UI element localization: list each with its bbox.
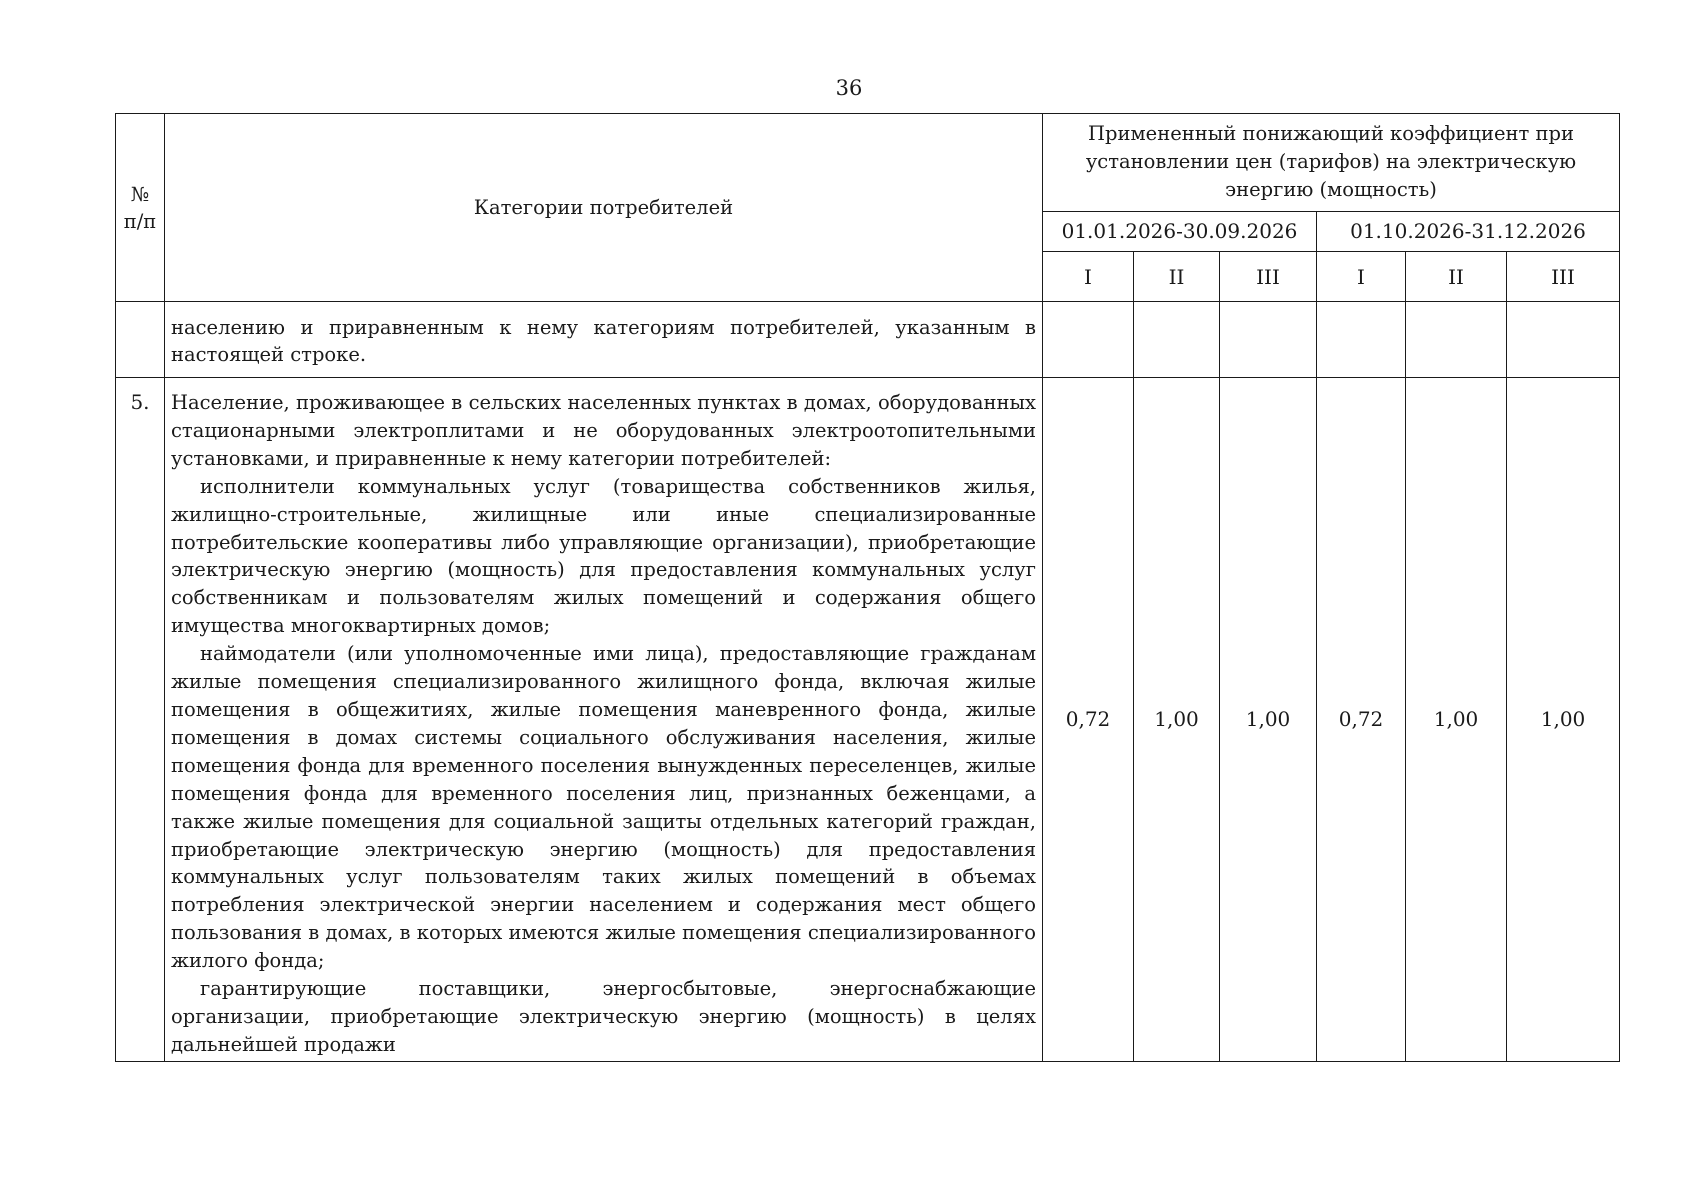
value-cell <box>1406 302 1507 378</box>
row-number <box>116 302 165 378</box>
header-row-1 <box>116 114 1620 212</box>
value-cell: 1,00 <box>1220 378 1317 1062</box>
table-row <box>116 378 1620 1062</box>
value-cell <box>1317 302 1406 378</box>
header-category: Категории потребителей <box>165 114 1043 302</box>
header-period-1: 01.01.2026-30.09.2026 <box>1043 211 1317 252</box>
header-sub-col: III <box>1507 252 1620 302</box>
header-num-sign: № <box>130 182 150 206</box>
header-sub-col: II <box>1134 252 1220 302</box>
category-paragraph: населению и приравненным к нему категориям потребителей, указанным в настоящей строке. <box>171 316 1036 366</box>
header-period-2: 01.10.2026-31.12.2026 <box>1317 211 1620 252</box>
value-cell: 0,72 <box>1043 378 1134 1062</box>
coefficient-table <box>115 113 1620 1062</box>
table-row <box>116 302 1620 378</box>
header-sub-col: I <box>1317 252 1406 302</box>
header-num-cell <box>116 114 165 302</box>
value-cell: 1,00 <box>1507 378 1620 1062</box>
value-cell <box>1220 302 1317 378</box>
header-sub-col: III <box>1220 252 1317 302</box>
value-cell: 1,00 <box>1134 378 1220 1062</box>
category-paragraph: Население, проживающее в сельских населенных пунктах в домах, оборудованных стационарными электроплитами и не оборудованных электроотопительными установками, и приравненные к нему категории потребителей: <box>171 391 1036 470</box>
page-number: 36 <box>835 76 863 100</box>
header-coefficient: Примененный понижающий коэффициент при установлении цен (тарифов) на электрическую энергию (мощность) <box>1043 114 1620 212</box>
header-num-pp: п/п <box>123 209 157 233</box>
header-sub-col: II <box>1406 252 1507 302</box>
category-paragraph: гарантирующие поставщики, энергосбытовые, энергоснабжающие организации, приобретающие электрическую энергию (мощность) в целях дальнейшей продажи <box>171 977 1036 1056</box>
category-paragraph: наймодатели (или уполномоченные ими лица), предоставляющие гражданам жилые помещения специализированного жилищного фонда, включая жилые помещения в общежитиях, жилые помещения маневренного фонда, жилые помещения в домах системы социального обслуживания населения, жилые помещения фонда для временного поселения вынужденных переселенцев, жилые помещения фонда для временного поселения лиц, признанных беженцами, а также жилые помещения для социальной защиты отдельных категорий граждан, приобретающие электрическую энергию (мощность) для предоставления коммунальных услуг пользователям таких жилых помещений в объемах потребления электрической энергии населением и содержания мест общего пользования в домах, в которых имеются жилые помещения специализированного жилого фонда; <box>171 642 1036 973</box>
value-cell: 1,00 <box>1406 378 1507 1062</box>
value-cell <box>1043 302 1134 378</box>
value-cell <box>1507 302 1620 378</box>
value-cell: 0,72 <box>1317 378 1406 1062</box>
row-category-text <box>165 302 1043 378</box>
category-paragraph: исполнители коммунальных услуг (товарищества собственников жилья, жилищно-строительные, жилищные или иные специализированные потребительские кооперативы либо управляющие организации), приобретающие электрическую энергию (мощность) для предоставления коммунальных услуг собственникам и пользователям жилых помещений и содержания общего имущества многоквартирных домов; <box>171 474 1036 638</box>
row-number: 5. <box>116 378 165 1062</box>
row-category-text <box>165 378 1043 1062</box>
header-sub-col: I <box>1043 252 1134 302</box>
value-cell <box>1134 302 1220 378</box>
